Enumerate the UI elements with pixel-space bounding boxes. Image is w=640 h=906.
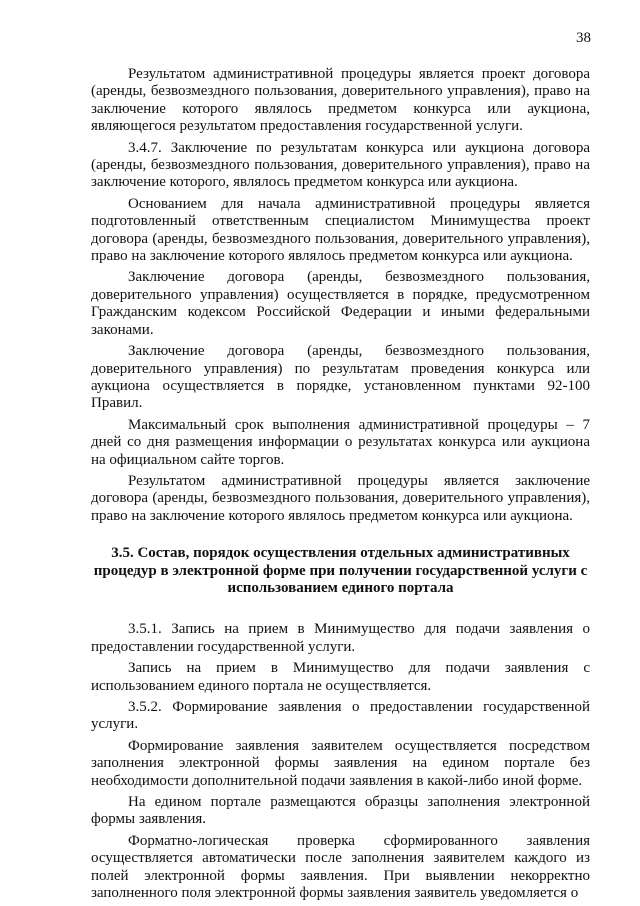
paragraph: Запись на прием в Минимущество для подачи заявления с использованием единого портала не осуществляется. (91, 660, 590, 694)
paragraph: Результатом административной процедуры является проект договора (аренды, безвозмездного пользования, доверительного управления), право на заключение которого являлось предметом конкурса или аукциона, являющегося результатом предоставления государственной услуги. (91, 66, 590, 135)
paragraph: Форматно-логическая проверка сформированного заявления осуществляется автоматически после заполнения заявителем каждого из полей электронной формы заявления. При выявлении некорректно заполненного поля электронной формы заявления заявитель уведомляется о (91, 832, 590, 902)
section-heading-line: 3.5. Состав, порядок осуществления отдельных административных (111, 545, 570, 562)
document-body (91, 66, 590, 906)
paragraph: 3.5.1. Запись на прием в Минимущество для подачи заявления о предоставлении государственной услуги. (91, 621, 590, 655)
paragraph: Формирование заявления заявителем осуществляется посредством заполнения электронной формы заявления на едином портале без необходимости дополнительной подачи заявления в какой-либо иной форме. (91, 737, 590, 789)
paragraph: Максимальный срок выполнения административной процедуры – 7 дней со дня размещения информации о результатах конкурса или аукциона на официальном сайте торгов. (91, 416, 590, 468)
paragraph: Заключение договора (аренды, безвозмездного пользования, доверительного управления) по результатам проведения конкурса или аукциона осуществляется в порядке, установленном пунктами 92-100 Правил. (91, 343, 590, 412)
paragraph: Основанием для начала административной процедуры является подготовленный ответственным специалистом Минимущества проект договора (аренды, безвозмездного пользования, доверительного управления), право на заключение которого являлось предметом конкурса или аукциона. (91, 195, 590, 265)
section-heading-line: процедур в электронной форме при получении государственной услуги с (93, 562, 588, 579)
paragraph: 3.4.7. Заключение по результатам конкурса или аукциона договора (аренды, безвозмездного пользования, доверительного управления), право на заключение которого, являлось предметом конкурса или аукциона. (91, 139, 590, 191)
paragraph: 3.5.2. Формирование заявления о предоставлении государственной услуги. (91, 699, 590, 733)
paragraph: Заключение договора (аренды, безвозмездного пользования, доверительного управления) осуществляется в порядке, предусмотренном Гражданским кодексом Российской Федерации и иными федеральными законами. (91, 269, 590, 338)
paragraph: Результатом административной процедуры является заключение договора (аренды, безвозмездного пользования, доверительного управления), право на заключение которого являлось предметом конкурса или аукциона. (91, 472, 590, 524)
section-heading-line: использованием единого портала (227, 579, 454, 596)
paragraph: На едином портале размещаются образцы заполнения электронной формы заявления. (91, 794, 590, 828)
section-heading (91, 545, 590, 597)
page-number: 38 (576, 30, 591, 46)
